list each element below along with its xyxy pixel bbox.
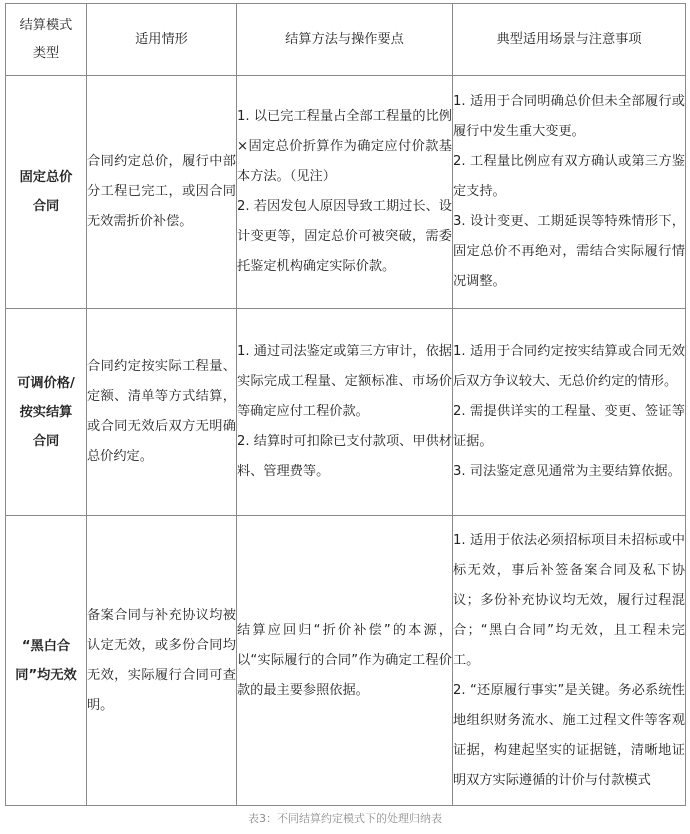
table-row <box>6 516 686 806</box>
notes-cell <box>453 309 686 516</box>
table-header-row <box>6 4 686 76</box>
note-item: 2. 工程量比例应有双方确认或第三方鉴定支持。 <box>453 154 685 199</box>
note-item: 2. “还原履行事实”是关键。务必系统性地组织财务流水、施工过程文件等客观证据，构建起坚实的证据链，清晰地证明双方实际遵循的计价与付款模式 <box>453 682 685 788</box>
note-item: 3. 设计变更、工期延误等特殊情形下，固定总价不再绝对，需结合实际履行情况调整。 <box>453 214 685 289</box>
header-method: 结算方法与操作要点 <box>237 4 453 76</box>
method-item: 1. 通过司法鉴定或第三方审计，依据实际完成工程量、定额标准、市场价等确定应付工程价款。 <box>237 344 452 419</box>
header-notes: 典型适用场景与注意事项 <box>453 4 686 76</box>
header-settlement-type: 结算模式 类型 <box>6 4 87 76</box>
note-item: 1. 适用于合同约定按实结算或合同无效后双方争议较大、无总价约定的情形。 <box>453 344 685 389</box>
note-item: 2. 需提供详实的工程量、变更、签证等证据。 <box>453 404 685 449</box>
method-cell <box>237 309 453 516</box>
situation-cell: 合同约定按实际工程量、定额、清单等方式结算，或合同无效后双方无明确总价约定。 <box>87 309 237 516</box>
table-caption: 表3：不同结算约定模式下的处理归纳表 <box>248 812 442 825</box>
note-item: 3. 司法鉴定意见通常为主要结算依据。 <box>453 464 681 479</box>
settlement-table <box>5 3 686 806</box>
table-row <box>6 76 686 309</box>
note-item: 1. 适用于合同明确总价但未全部履行或履行中发生重大变更。 <box>453 94 685 139</box>
situation-cell: 备案合同与补充协议均被认定无效，或多份合同均无效，实际履行合同可查明。 <box>87 516 237 806</box>
method-item: 2. 结算时可扣除已支付款项、甲供材料、管理费等。 <box>237 434 452 479</box>
method-cell <box>237 516 453 806</box>
method-item: 1. 以已完工程量占全部工程量的比例×固定总价折算作为确定应付价款基本方法。（见注） <box>237 109 452 184</box>
header-applicable-situation: 适用情形 <box>87 4 237 76</box>
method-item: 2. 若因发包人原因导致工期过长、设计变更等，固定总价可被突破，需委托鉴定机构确定实际价款。 <box>237 199 452 274</box>
situation-cell: 合同约定总价，履行中部分工程已完工，或因合同无效需折价补偿。 <box>87 76 237 309</box>
method-item: 结算应回归“折价补偿”的本源，以“实际履行的合同”作为确定工程价款的最主要参照依据。 <box>237 622 452 698</box>
method-cell <box>237 76 453 309</box>
row-type-cell: 固定总价 合同 <box>6 76 87 309</box>
note-item: 1. 适用于依法必须招标项目未招标或中标无效，事后补签备案合同及私下协议；多份补充协议均无效，履行过程混合；“黑白合同”均无效，且工程未完工。 <box>453 532 685 668</box>
row-type-cell: “黑白合 同”均无效 <box>6 516 87 806</box>
notes-cell <box>453 516 686 806</box>
row-type-cell: 可调价格/ 按实结算 合同 <box>6 309 87 516</box>
notes-cell <box>453 76 686 309</box>
table-row <box>6 309 686 516</box>
